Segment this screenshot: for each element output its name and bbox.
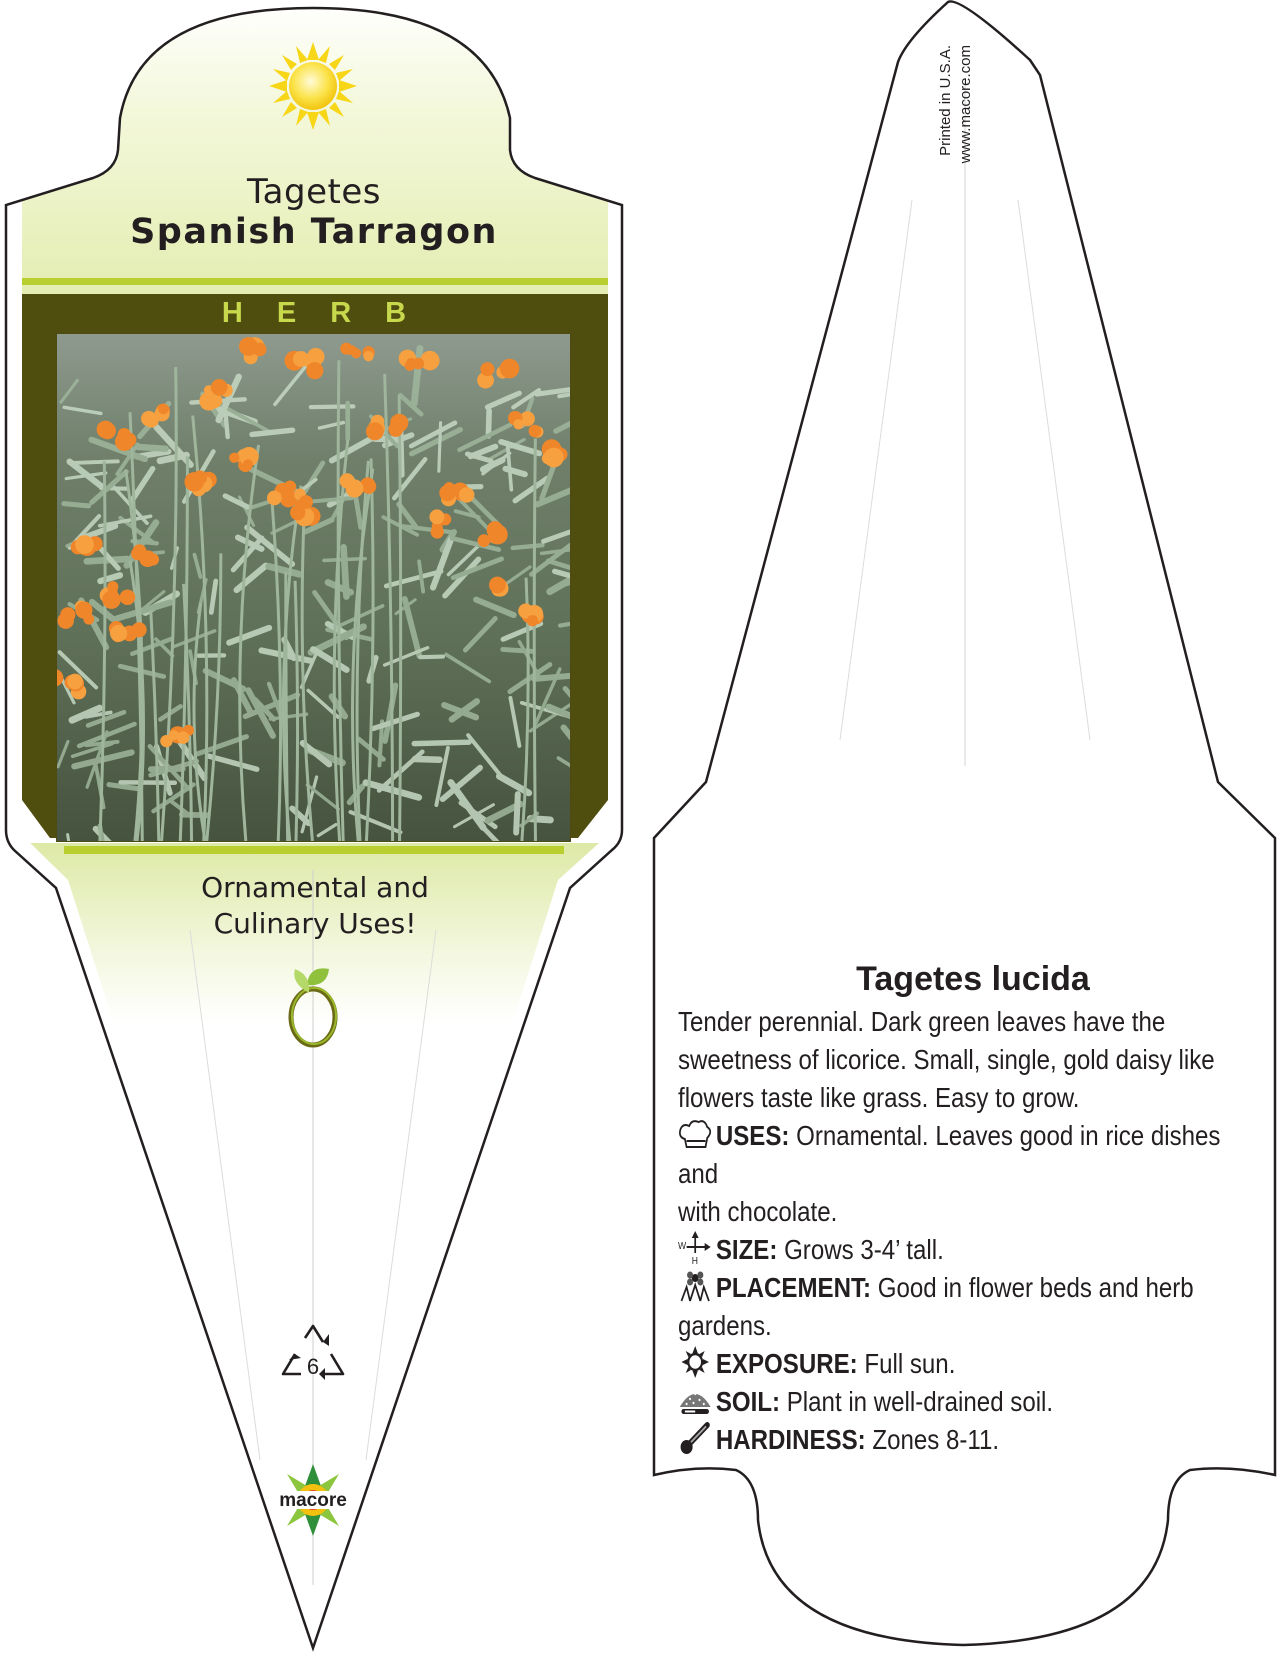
- soil-text: Plant in well-drained soil.: [780, 1386, 1054, 1417]
- size-text: Grows 3-4’ tall.: [777, 1234, 944, 1265]
- bottom-accent-stripe: [64, 846, 564, 854]
- exposure-row: [678, 1345, 1246, 1383]
- hardiness-label: HARDINESS:: [715, 1424, 866, 1455]
- website: www.macore.com: [957, 45, 974, 164]
- size-label: SIZE:: [715, 1234, 778, 1265]
- description-line-2: sweetness of licorice. Small, single, gold daisy like: [678, 1044, 1215, 1075]
- description-line-3: flowers taste like grass. Easy to grow.: [678, 1082, 1080, 1113]
- thermometer-icon: [678, 1421, 712, 1453]
- size-icon-h: H: [691, 1255, 698, 1265]
- scientific-name: Tagetes lucida: [856, 960, 1090, 998]
- category-label: HERB: [221, 297, 441, 329]
- plant-photo: [56, 333, 571, 842]
- tagline-line-1: Ornamental and: [201, 871, 429, 904]
- exposure-sun-icon: [678, 1345, 712, 1377]
- top-accent-stripe: [22, 278, 608, 285]
- soil-icon: [678, 1383, 712, 1415]
- chef-hat-icon: [678, 1119, 712, 1151]
- placement-text-2: gardens.: [678, 1310, 772, 1341]
- uses-text-2: with chocolate.: [678, 1196, 838, 1227]
- printed-in: Printed in U.S.A.: [937, 45, 954, 156]
- soil-row: [678, 1383, 1246, 1421]
- back-content: [678, 960, 1248, 1459]
- sun-icon: [269, 42, 357, 130]
- exposure-text: Full sun.: [857, 1348, 956, 1379]
- placement-text-1: Good in flower beds and herb: [871, 1272, 1194, 1303]
- tagline: [140, 870, 490, 942]
- placement-row: [678, 1269, 1246, 1307]
- uses-row: [678, 1117, 1246, 1193]
- recycle-number: 6: [306, 1354, 320, 1379]
- size-arrows-icon: [678, 1231, 712, 1263]
- description-line-1: Tender perennial. Dark green leaves have the: [678, 1006, 1166, 1037]
- brand-name: macore: [279, 1490, 347, 1511]
- care-details: [678, 1003, 1246, 1459]
- uses-label: USES:: [715, 1120, 790, 1151]
- soil-label: SOIL:: [715, 1386, 781, 1417]
- genus-name: Tagetes: [247, 172, 381, 212]
- uses-text-1: Ornamental. Leaves good in rice dishes and: [678, 1120, 1221, 1189]
- size-icon-w: W: [678, 1240, 687, 1252]
- common-name: Spanish Tarragon: [130, 212, 498, 252]
- flower-placement-icon: [678, 1269, 712, 1301]
- size-row: [678, 1231, 1246, 1269]
- hardiness-text: Zones 8-11.: [865, 1424, 1000, 1455]
- placement-label: PLACEMENT:: [715, 1272, 872, 1303]
- exposure-label: EXPOSURE:: [715, 1348, 858, 1379]
- tagline-line-2: Culinary Uses!: [213, 907, 417, 940]
- printed-info: [936, 45, 996, 215]
- hardiness-row: [678, 1421, 1246, 1459]
